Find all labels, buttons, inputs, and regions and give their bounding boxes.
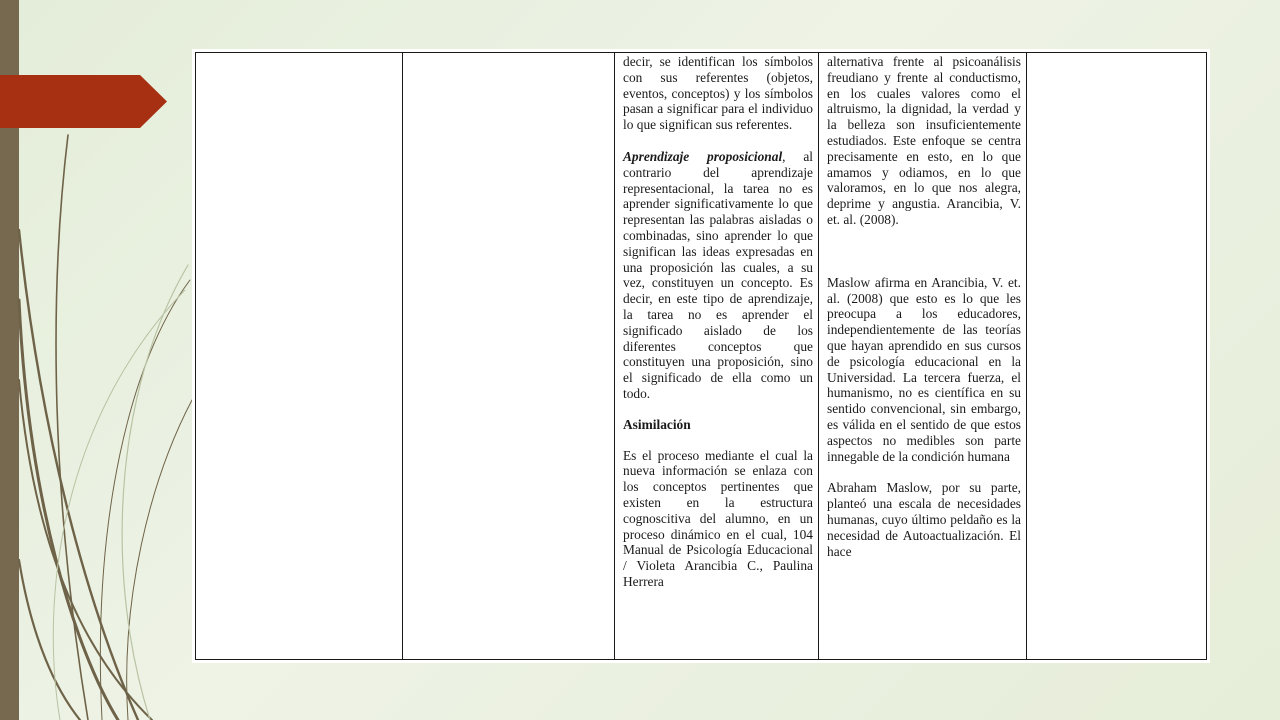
content-table — [195, 52, 1207, 660]
curve-6 — [100, 280, 190, 720]
paragraph-asimilacion: Es el proceso mediante el cual la nueva información se enlaza con los conceptos pertinentes que existen en la estructura cognoscitiva del alumno, en un proceso dinámico en el cual, 104 Manual de Psicología Educacional / Violeta Arancibia C., Paulina Herrera — [623, 447, 813, 589]
heading-asimilacion: Asimilación — [623, 416, 691, 432]
table-cell-empty-1 — [196, 53, 403, 660]
table-cell-learning-types — [615, 53, 819, 660]
curve-1 — [56, 135, 88, 720]
document-page — [192, 49, 1210, 663]
table-cell-empty-2 — [403, 53, 615, 660]
paragraph-humanism-alternative: alternativa frente al psicoanálisis freudiano y frente al conductismo, en los cuales valores como el altruismo, la dignidad, la verdad y la belleza son insuficientemente estudiados. Este enfoque se centra precisamente en esto, en lo que amamos y odiamos, en lo que valoramos, en lo que nos alegra, deprime y angustia. Arancibia, V. et. al. (2008). — [827, 54, 1021, 227]
paragraph-maslow-needs: Abraham Maslow, por su parte, planteó una escala de necesidades humanas, cuyo último peldaño es la necesidad de Autoactualización. El hace — [827, 480, 1021, 559]
curve-4 — [19, 380, 152, 720]
paragraph-propositional — [623, 149, 813, 402]
table-cell-empty-5 — [1027, 53, 1207, 660]
term-propositional: Aprendizaje proposicional — [623, 148, 783, 164]
paragraph-representational: decir, se identifican los símbolos con sus referentes (objetos, eventos, conceptos) y los símbolos pasan a significar para el individuo lo que significan sus referentes. — [623, 54, 813, 133]
paragraph-maslow-educators: Maslow afirma en Arancibia, V. et. al. (2008) que esto es lo que les preocupa a los educadores, independientemente de las teorías que hayan aprendido en sus cursos de psicología educacional en la Universidad. La tercera fuerza, el humanismo, no es científica en su sentido convencional, sin embargo, es válida en el sentido de que estos aspectos no medibles son parte innegable de la condición humana — [827, 274, 1021, 464]
red-flag-shape — [0, 75, 167, 128]
paragraph-propositional-text: , al contrario del aprendizaje representacional, la tarea no es aprender significativamente lo que representan las palabras aisladas o combinadas, sino aprender lo que significan las ideas expresadas en una proposición las cuales, a su vez, constituyen un concepto. Es decir, en este tipo de aprendizaje, la tarea no es aprender el significado aislado de los diferentes conceptos que constituyen una proposición, sino el significado de ella como un todo. — [623, 148, 813, 401]
curve-5 — [19, 560, 80, 720]
table-row — [196, 53, 1207, 660]
curve-light-2 — [53, 290, 185, 720]
table-cell-humanism — [819, 53, 1027, 660]
